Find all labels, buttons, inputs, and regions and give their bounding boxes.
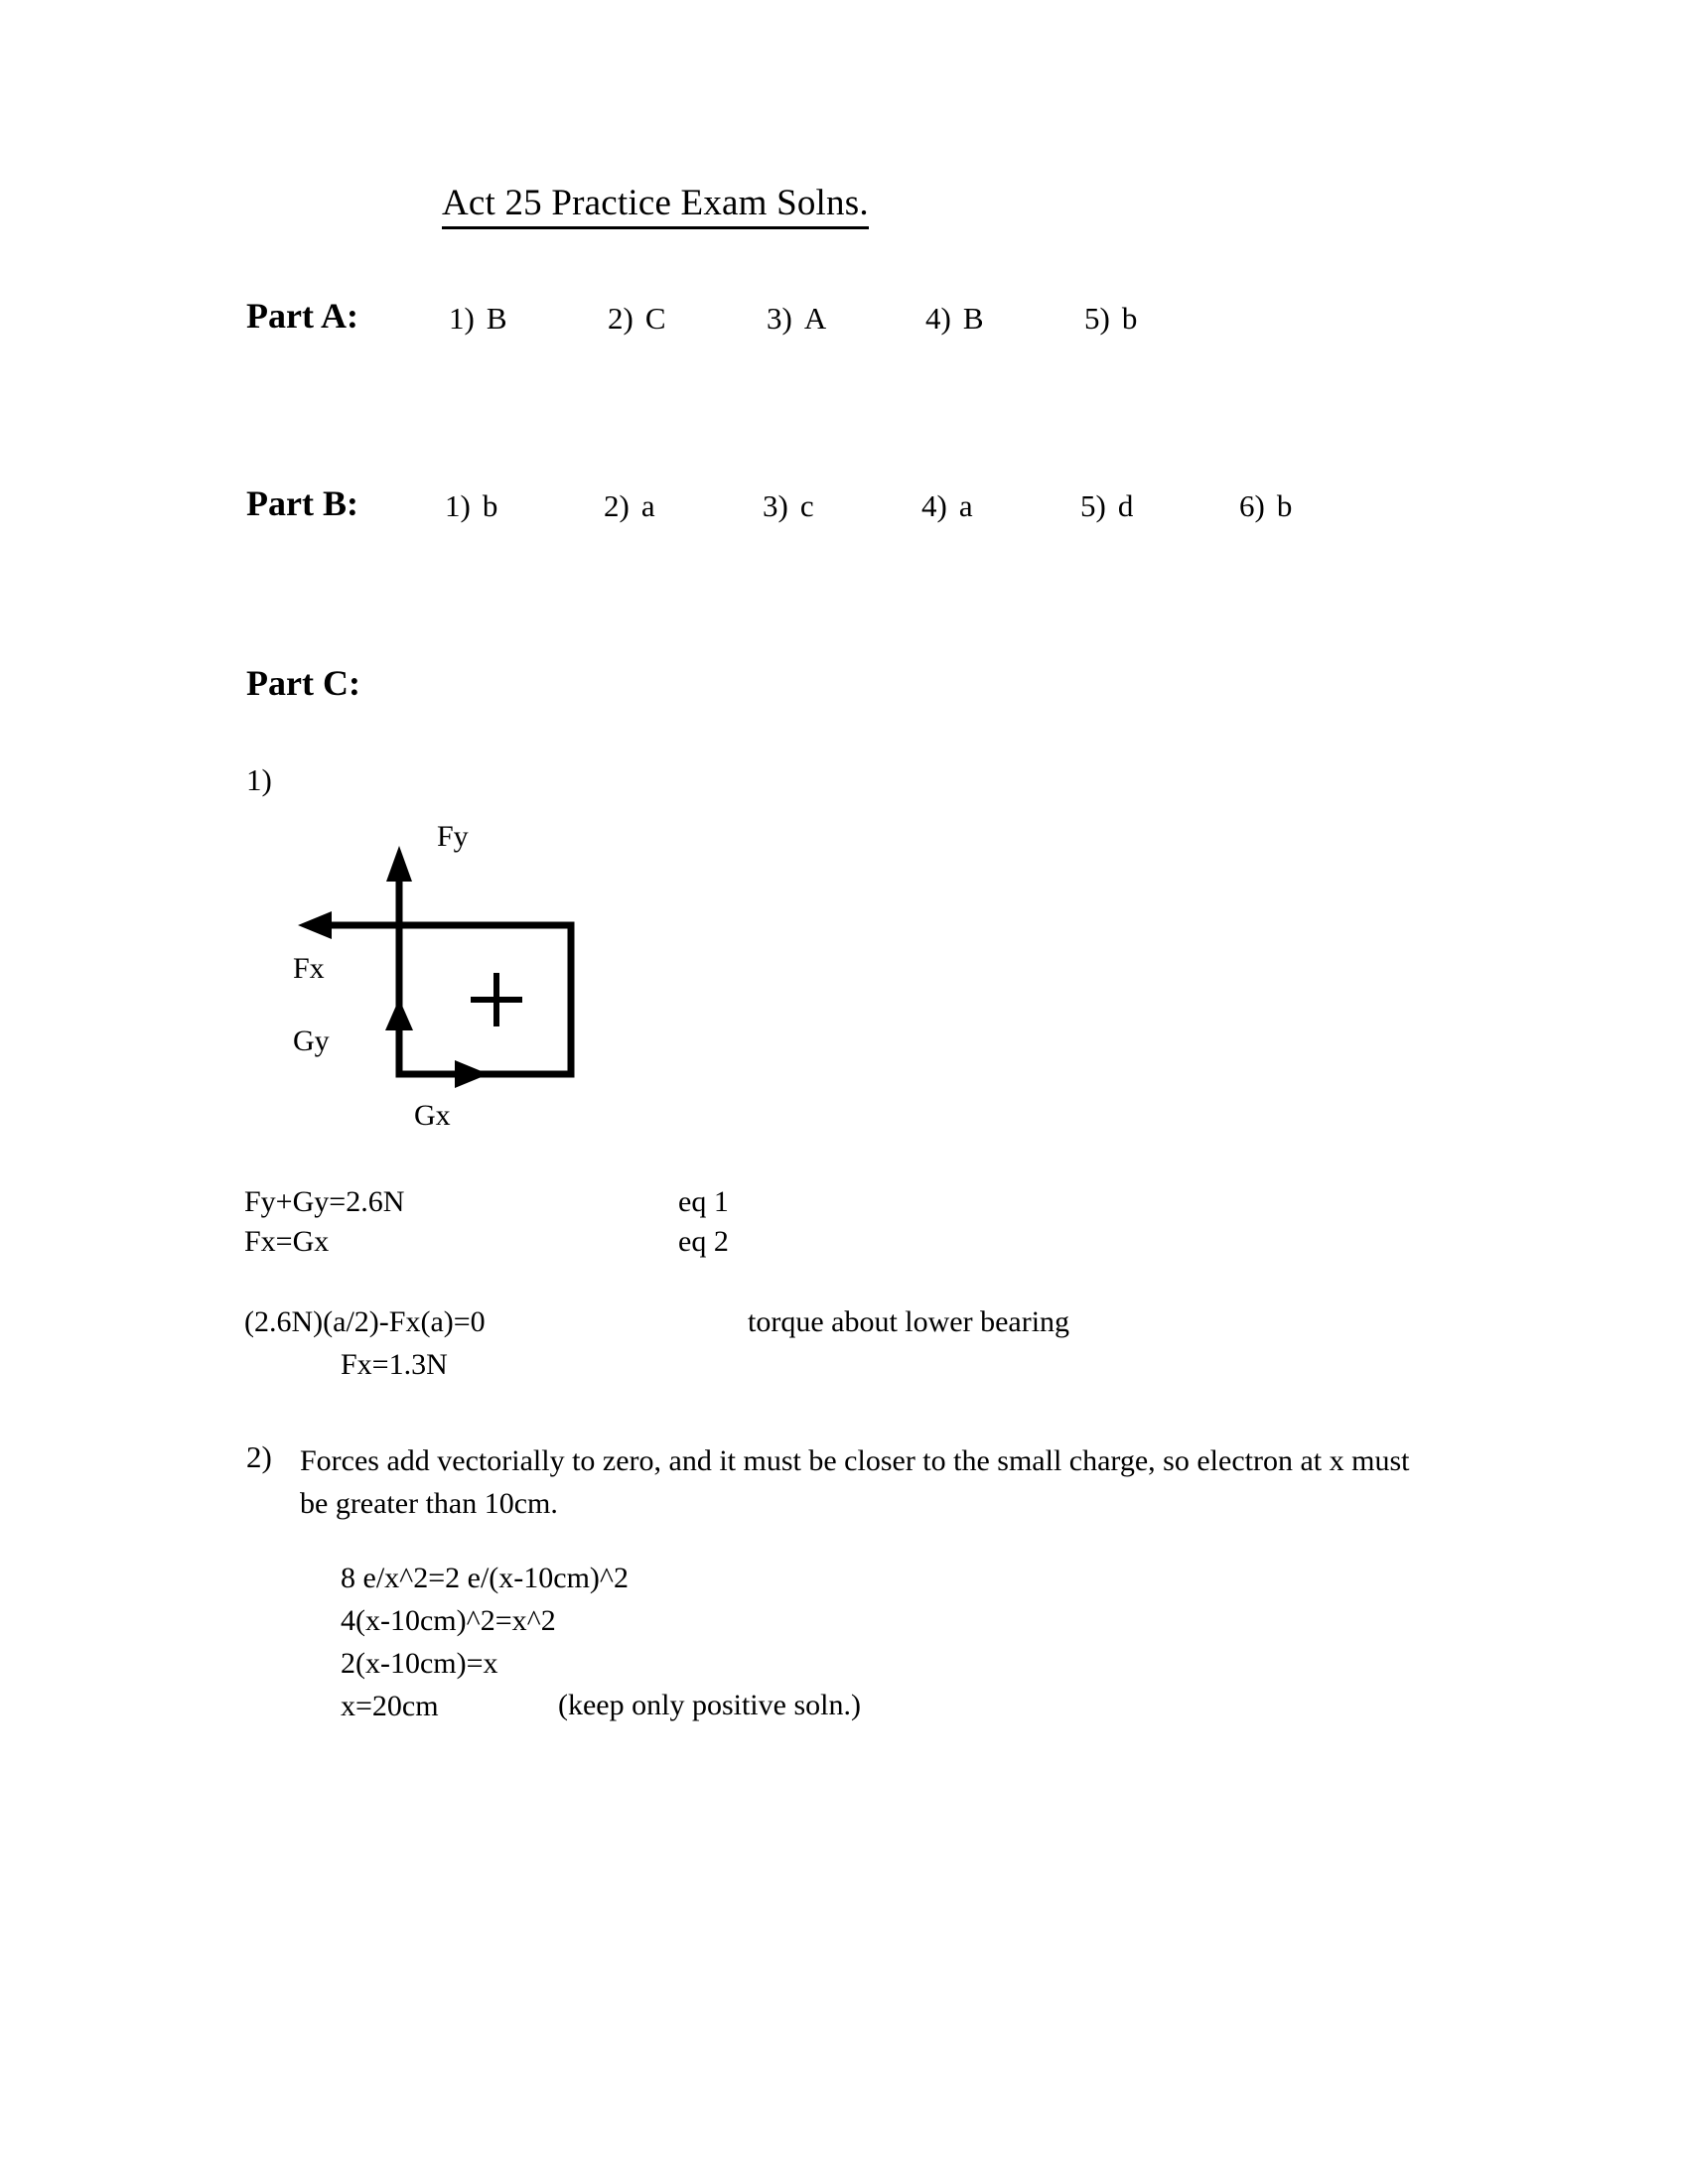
part-b-answer-row xyxy=(445,488,1398,524)
fx-label: Fx xyxy=(293,952,325,985)
part-b-answer-6 xyxy=(1239,488,1398,524)
gx-label: Gx xyxy=(414,1099,451,1132)
gy-label: Gy xyxy=(293,1024,330,1057)
answer-number: 4) xyxy=(921,488,947,523)
part-b-answer-1 xyxy=(445,488,604,524)
part-a-answer-5 xyxy=(1084,301,1243,337)
item-c2-text: Forces add vectorially to zero, and it must be closer to the small charge, so electron at x must be greater than 10cm. xyxy=(300,1444,1410,1520)
equation-1-tag: eq 1 xyxy=(678,1185,729,1218)
part-a-answer-2 xyxy=(608,301,767,337)
force-diagram xyxy=(268,820,626,1132)
answer-number: 5) xyxy=(1084,301,1110,336)
answer-value: a xyxy=(640,488,655,523)
torque-equation-label: torque about lower bearing xyxy=(748,1305,1070,1338)
part-b-answer-2 xyxy=(604,488,763,524)
equation-2-expression: Fx=Gx xyxy=(244,1225,330,1258)
answer-value: B xyxy=(486,301,507,336)
gy-arrow-head xyxy=(385,999,413,1030)
answer-number: 5) xyxy=(1080,488,1106,523)
part-a-answer-4 xyxy=(925,301,1084,337)
item-c2-number: 2) xyxy=(246,1439,272,1474)
solution-note: (keep only positive soln.) xyxy=(558,1689,861,1721)
answer-number: 1) xyxy=(445,488,471,523)
answer-value: b xyxy=(1276,488,1293,523)
answer-number: 6) xyxy=(1239,488,1265,523)
answer-number: 3) xyxy=(763,488,788,523)
part-b-answer-3 xyxy=(763,488,921,524)
solution-line-1: 8 e/x^2=2 e/(x-10cm)^2 xyxy=(341,1562,629,1594)
fx-arrow-head xyxy=(298,911,332,939)
answer-value: d xyxy=(1117,488,1134,523)
answer-value: B xyxy=(962,301,984,336)
fy-arrow-head xyxy=(386,846,412,882)
answer-value: b xyxy=(1121,301,1138,336)
solution-line-3: 2(x-10cm)=x xyxy=(341,1647,498,1680)
equation-2-tag: eq 2 xyxy=(678,1225,729,1258)
solution-line-4: x=20cm xyxy=(341,1690,439,1722)
item-c1-number: 1) xyxy=(246,762,272,797)
answer-value: a xyxy=(958,488,973,523)
part-b-answer-4 xyxy=(921,488,1080,524)
answer-value: C xyxy=(644,301,666,336)
answer-value: c xyxy=(799,488,814,523)
answer-number: 2) xyxy=(604,488,630,523)
part-a-answer-3 xyxy=(767,301,925,337)
answer-number: 1) xyxy=(449,301,475,336)
part-a-heading: Part A: xyxy=(246,296,358,336)
torque-equation: (2.6N)(a/2)-Fx(a)=0 xyxy=(244,1305,486,1338)
part-c-heading: Part C: xyxy=(246,663,360,703)
gx-arrow-head xyxy=(455,1060,489,1088)
answer-number: 3) xyxy=(767,301,792,336)
part-b-answer-5 xyxy=(1080,488,1239,524)
equation-1-expression: Fy+Gy=2.6N xyxy=(244,1185,405,1218)
answer-number: 2) xyxy=(608,301,633,336)
answer-value: A xyxy=(803,301,827,336)
fy-label: Fy xyxy=(437,820,469,853)
part-a-answer-row xyxy=(449,301,1243,337)
answer-number: 4) xyxy=(925,301,951,336)
torque-result: Fx=1.3N xyxy=(341,1348,448,1381)
page-title: Act 25 Practice Exam Solns. xyxy=(442,182,869,229)
solution-line-2: 4(x-10cm)^2=x^2 xyxy=(341,1604,556,1637)
answer-value: b xyxy=(482,488,498,523)
part-b-heading: Part B: xyxy=(246,483,358,523)
part-a-answer-1 xyxy=(449,301,608,337)
